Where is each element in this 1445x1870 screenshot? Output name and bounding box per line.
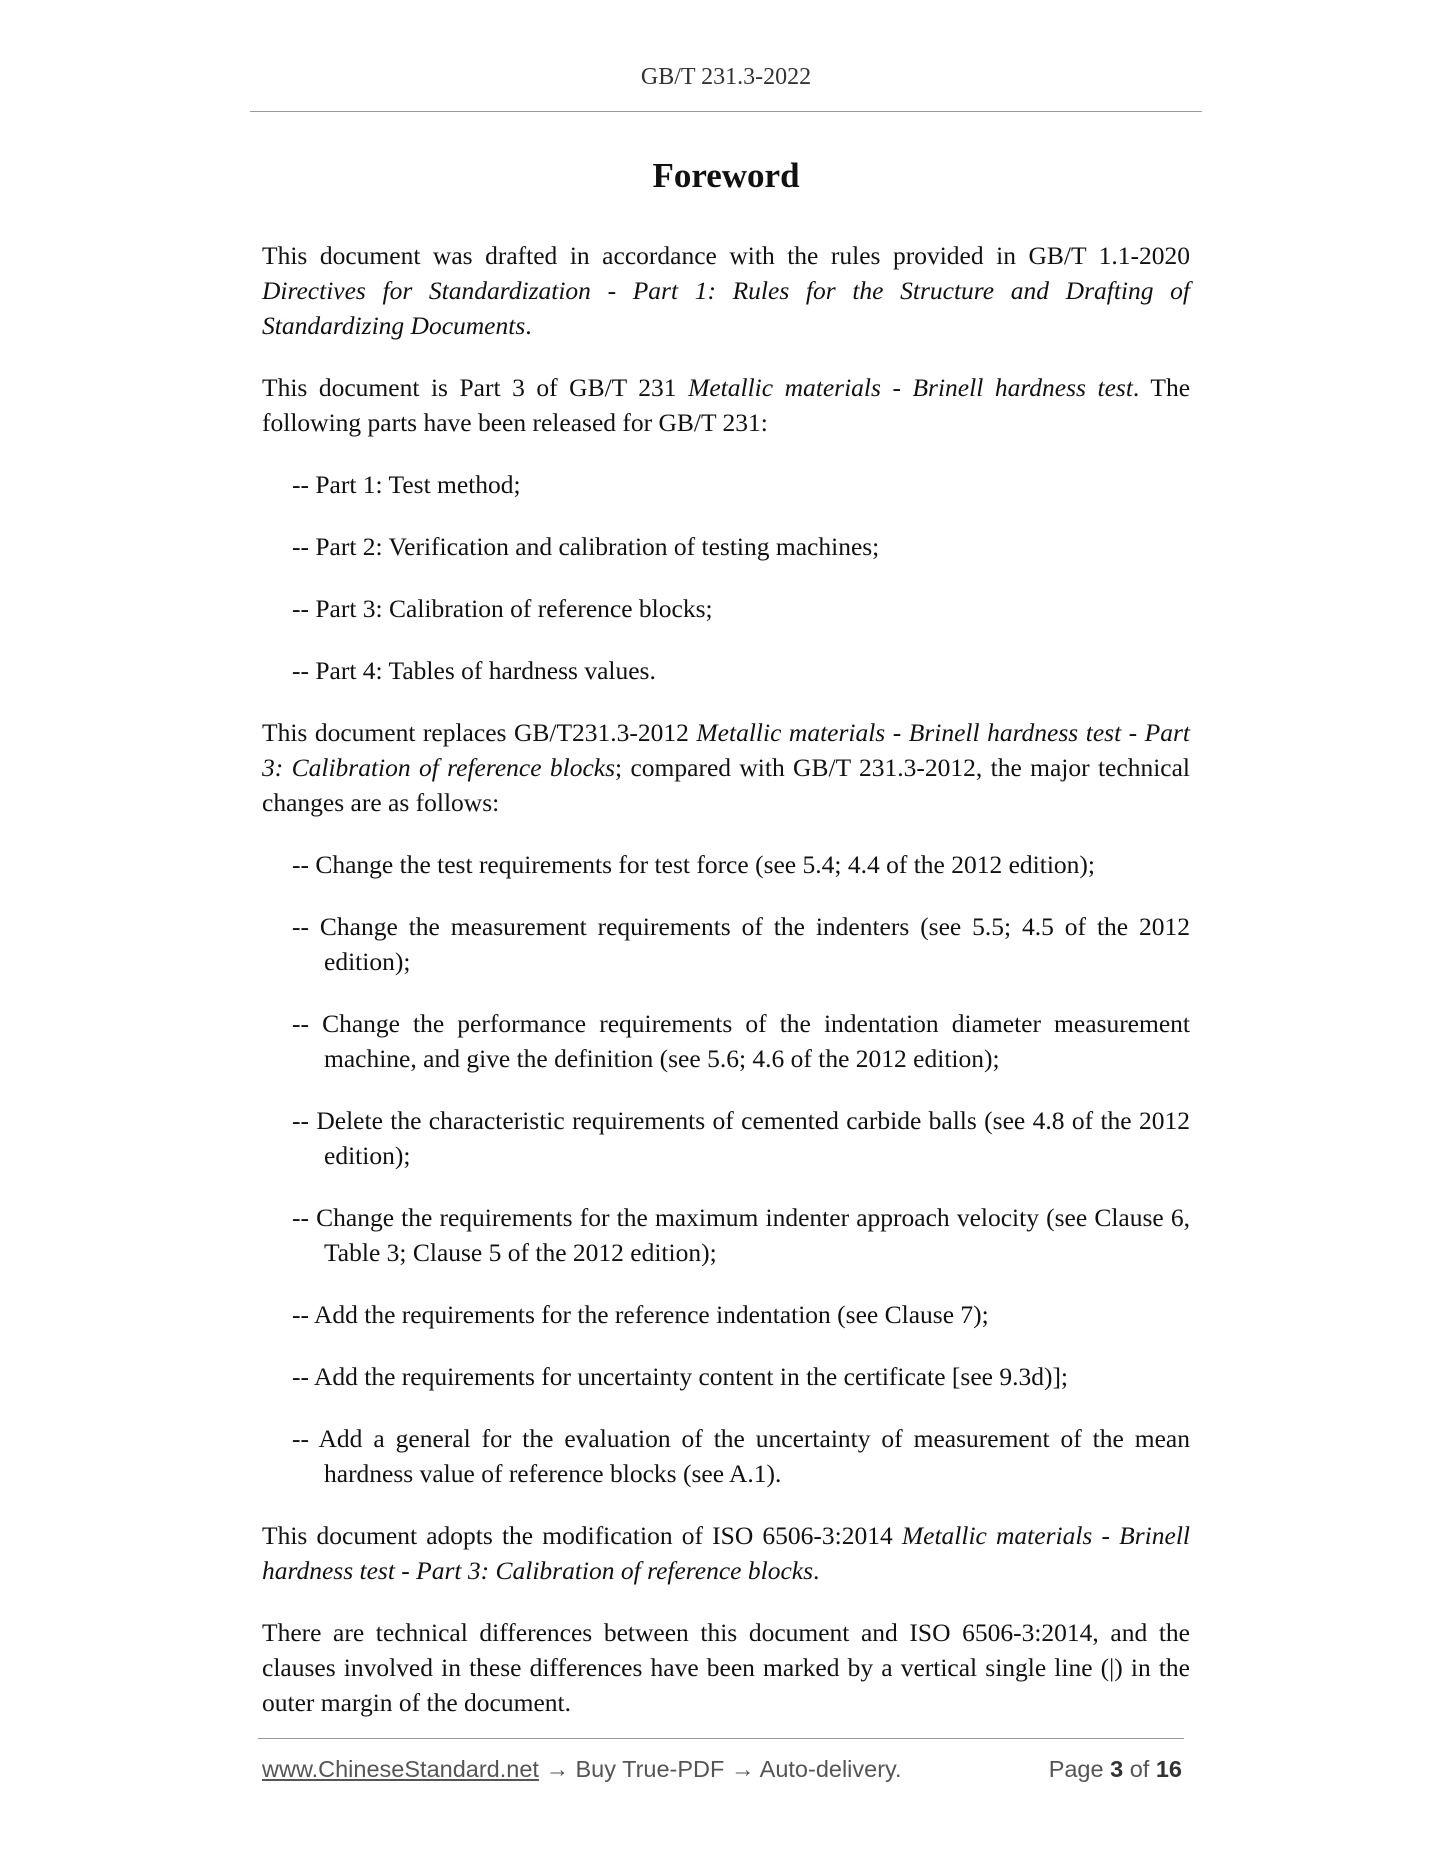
running-header: GB/T 231.3-2022 <box>640 64 812 90</box>
paragraph-part-info <box>262 370 1190 440</box>
paragraph-drafting-rules <box>262 238 1190 343</box>
cited-title: Directives for Standardization - Part 1: Rules for the Structure and Drafting of Standardizing Documents <box>262 276 1190 340</box>
list-item-change: -- Change the requirements for the maximum indenter approach velocity (see Clause 6, Table 3; Clause 5 of the 2012 edition); <box>292 1203 1190 1267</box>
paragraph-text: . <box>813 1556 820 1585</box>
paragraph-replaces <box>262 715 1190 820</box>
list-item-part: -- Part 3: Calibration of reference blocks; <box>292 594 713 623</box>
list-item-change: -- Change the performance requirements of the indentation diameter measurement machine, and give the definition (see 5.6; 4.6 of the 2012 edition); <box>292 1009 1190 1073</box>
page-title: Foreword <box>652 156 800 195</box>
cited-title: Metallic materials - Brinell hardness test - Part 3: Calibration of reference blocks <box>262 718 1190 782</box>
paragraph-differences: There are technical differences between this document and ISO 6506-3:2014, and the clauses involved in these differences have been marked by a vertical single line (|) in the outer margin of the document. <box>262 1618 1190 1717</box>
list-item-change: -- Change the measurement requirements of the indenters (see 5.5; 4.5 of the 2012 edition); <box>292 912 1190 976</box>
list-item-part: -- Part 4: Tables of hardness values. <box>292 656 656 685</box>
list-item-part: -- Part 1: Test method; <box>292 470 521 499</box>
list-item-change: -- Delete the characteristic requirements of cemented carbide balls (see 4.8 of the 2012 edition); <box>292 1106 1190 1170</box>
cited-title: Metallic materials - Brinell hardness test - Part 3: Calibration of reference blocks <box>262 1521 1190 1585</box>
list-item-change: -- Add a general for the evaluation of the uncertainty of measurement of the mean hardness value of reference blocks (see A.1). <box>292 1424 1190 1488</box>
page-label: Page <box>1048 1756 1111 1782</box>
page-number: 3 <box>1110 1756 1124 1782</box>
page-indicator <box>1049 1756 1182 1783</box>
paragraph-text: This document replaces GB/T231.3-2012 <box>262 718 697 747</box>
paragraph-text: This document was drafted in accordance with the rules provided in GB/T 1.1-2020 <box>262 241 1190 270</box>
footer-tagline: → Buy True-PDF → Auto-delivery. <box>538 1756 902 1782</box>
paragraph-text: ; compared with GB/T 231.3-2012, the major technical changes are as follows: <box>262 753 1190 817</box>
list-item-change: -- Add the requirements for uncertainty content in the certificate [see 9.3d)]; <box>292 1362 1069 1391</box>
footer-promo <box>262 1756 902 1783</box>
paragraph-text: . The following parts have been released for GB/T 231: <box>262 373 1191 437</box>
header-rule <box>250 111 1202 112</box>
list-item-part: -- Part 2: Verification and calibration of testing machines; <box>292 532 880 561</box>
cited-title: Metallic materials - Brinell hardness test <box>688 373 1133 402</box>
paragraph-text: This document is Part 3 of GB/T 231 <box>262 373 689 402</box>
website-link[interactable]: www.ChineseStandard.net <box>262 1756 539 1782</box>
list-item-change: -- Add the requirements for the reference indentation (see Clause 7); <box>292 1300 989 1329</box>
footer-rule <box>258 1738 1184 1739</box>
page-total: 16 <box>1155 1756 1182 1782</box>
paragraph-text: This document adopts the modification of ISO 6506-3:2014 <box>262 1521 902 1550</box>
paragraph-adoption <box>262 1518 1190 1588</box>
paragraph-text: . <box>525 311 532 340</box>
list-item-change: -- Change the test requirements for test force (see 5.4; 4.4 of the 2012 edition); <box>292 850 1096 879</box>
document-body <box>262 238 1190 1720</box>
page-of-label: of <box>1123 1756 1156 1782</box>
